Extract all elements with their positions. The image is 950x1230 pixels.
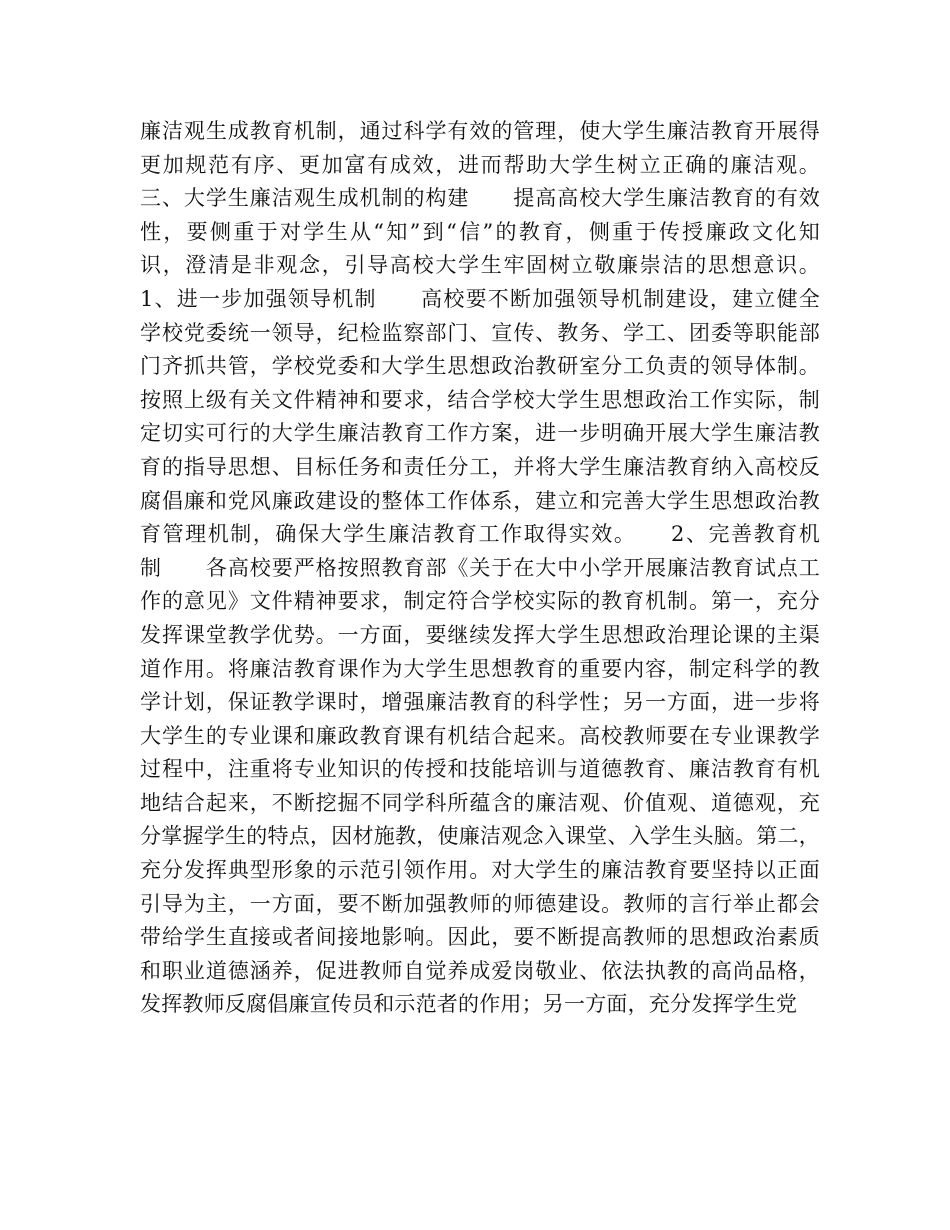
text-line: 育的指导思想、目标任务和责任分工，并将大学生廉洁教育纳入高校反 [140,454,820,479]
text-line: 门齐抓共管，学校党委和大学生思想政治教研室分工负责的领导体制。 [140,354,820,379]
text-line: 1、进一步加强领导机制 高校要不断加强领导机制建设，建立健全 [140,286,820,311]
text-line: 发挥课堂教学优势。一方面，要继续发挥大学生思想政治理论课的主渠 [140,622,820,647]
text-line: 学计划，保证教学课时，增强廉洁教育的科学性；另一方面，进一步将 [140,690,820,715]
text-line: 三、大学生廉洁观生成机制的构建 提高高校大学生廉洁教育的有效 [140,186,820,211]
text-line: 廉洁观生成教育机制，通过科学有效的管理，使大学生廉洁教育开展得 [140,119,820,143]
text-line: 道作用。将廉洁教育课作为大学生思想教育的重要内容，制定科学的教 [140,656,820,681]
text-line: 和职业道德涵养，促进教师自觉养成爱岗敬业、依法执教的高尚品格， [140,958,820,983]
text-line: 发挥教师反腐倡廉宣传员和示范者的作用；另一方面，充分发挥学生党 [140,992,798,1017]
text-line: 引导为主，一方面，要不断加强教师的师德建设。教师的言行举止都会 [140,891,820,916]
text-line: 制 各高校要严格按照教育部《关于在大中小学开展廉洁教育试点工 [140,555,820,580]
text-line: 腐倡廉和党风廉政建设的整体工作体系，建立和完善大学生思想政治教 [140,488,820,513]
text-line: 地结合起来，不断挖掘不同学科所蕴含的廉洁观、价值观、道德观，充 [140,790,820,815]
text-line: 育管理机制，确保大学生廉洁教育工作取得实效。 2、完善教育机 [140,522,820,547]
text-line: 大学生的专业课和廉政教育课有机结合起来。高校教师要在专业课教学 [140,723,820,748]
text-line: 分掌握学生的特点，因材施教，使廉洁观念入课堂、入学生头脑。第二， [140,824,820,849]
text-line: 充分发挥典型形象的示范引领作用。对大学生的廉洁教育要坚持以正面 [140,858,820,883]
text-line: 更加规范有序、更加富有成效，进而帮助大学生树立正确的廉洁观。 [140,152,820,177]
body-text [140,115,820,1022]
text-line: 识，澄清是非观念，引导高校大学生牢固树立敬廉崇洁的思想意识。 [140,253,820,278]
text-line: 作的意见》文件精神要求，制定符合学校实际的教育机制。第一，充分 [140,589,820,614]
text-line: 定切实可行的大学生廉洁教育工作方案，进一步明确开展大学生廉洁教 [140,421,820,446]
text-line: 学校党委统一领导，纪检监察部门、宣传、教务、学工、团委等职能部 [140,320,820,345]
text-line: 带给学生直接或者间接地影响。因此，要不断提高教师的思想政治素质 [140,925,820,950]
text-line: 按照上级有关文件精神和要求，结合学校大学生思想政治工作实际，制 [140,387,820,412]
text-line: 性，要侧重于对学生从“知”到“信”的教育，侧重于传授廉政文化知 [140,219,820,244]
text-line: 过程中，注重将专业知识的传授和技能培训与道德教育、廉洁教育有机 [140,757,820,782]
